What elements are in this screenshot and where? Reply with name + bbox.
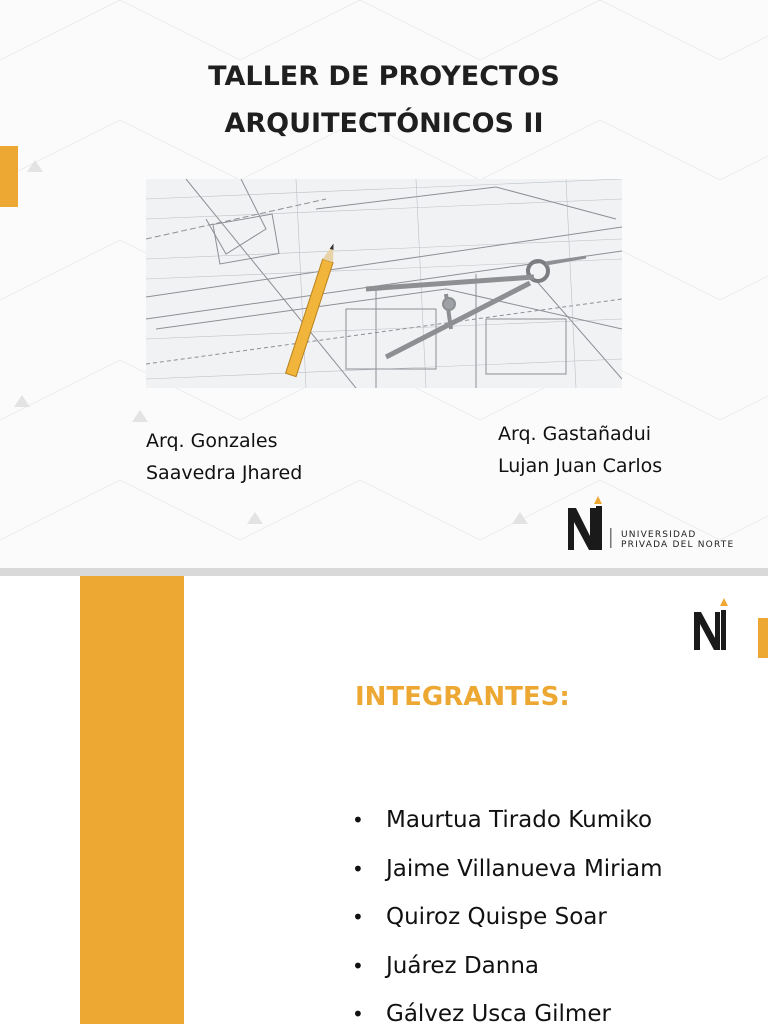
accent-bar <box>80 576 184 1024</box>
list-item <box>350 897 663 946</box>
bullet: • <box>352 856 364 881</box>
university-name-line-2: PRIVADA DEL NORTE <box>621 540 735 550</box>
accent-tab <box>0 146 18 207</box>
member-name: Juárez Danna <box>386 952 539 979</box>
teacher-right-line-2: Lujan Juan Carlos <box>498 455 663 477</box>
slide-title-line-1: TALLER DE PROYECTOS <box>208 61 560 92</box>
member-name: Jaime Villanueva Miriam <box>386 855 663 882</box>
teacher-left <box>146 425 302 489</box>
member-name: Gálvez Usca Gilmer <box>386 1001 611 1024</box>
member-name: Quiroz Quispe Soar <box>386 904 607 930</box>
university-logo-icon <box>688 596 736 652</box>
bullet: • <box>352 808 364 832</box>
slide-divider <box>0 568 768 576</box>
teacher-right <box>498 418 662 482</box>
teacher-left-line-2: Saavedra Jhared <box>146 462 303 484</box>
list-item <box>350 800 663 849</box>
teacher-right-line-1: Arq. Gastañadui <box>498 423 652 445</box>
bullet: • <box>352 905 364 929</box>
bullet: • <box>352 953 364 978</box>
members-slide <box>0 576 768 1024</box>
list-item <box>350 994 663 1024</box>
list-item <box>350 946 663 995</box>
members-heading: INTEGRANTES: <box>355 682 570 712</box>
teacher-left-line-1: Arq. Gonzales <box>146 430 278 452</box>
university-name <box>621 530 734 550</box>
list-item <box>350 849 663 898</box>
bullet: • <box>352 1002 364 1024</box>
university-name-line-1: UNIVERSIDAD <box>621 530 697 540</box>
member-name: Maurtua Tirado Kumiko <box>386 807 653 833</box>
slide-title-line-2: ARQUITECTÓNICOS II <box>224 108 544 139</box>
blueprint-image <box>146 179 622 388</box>
accent-tab-right <box>758 618 768 658</box>
members-list <box>350 800 663 1024</box>
